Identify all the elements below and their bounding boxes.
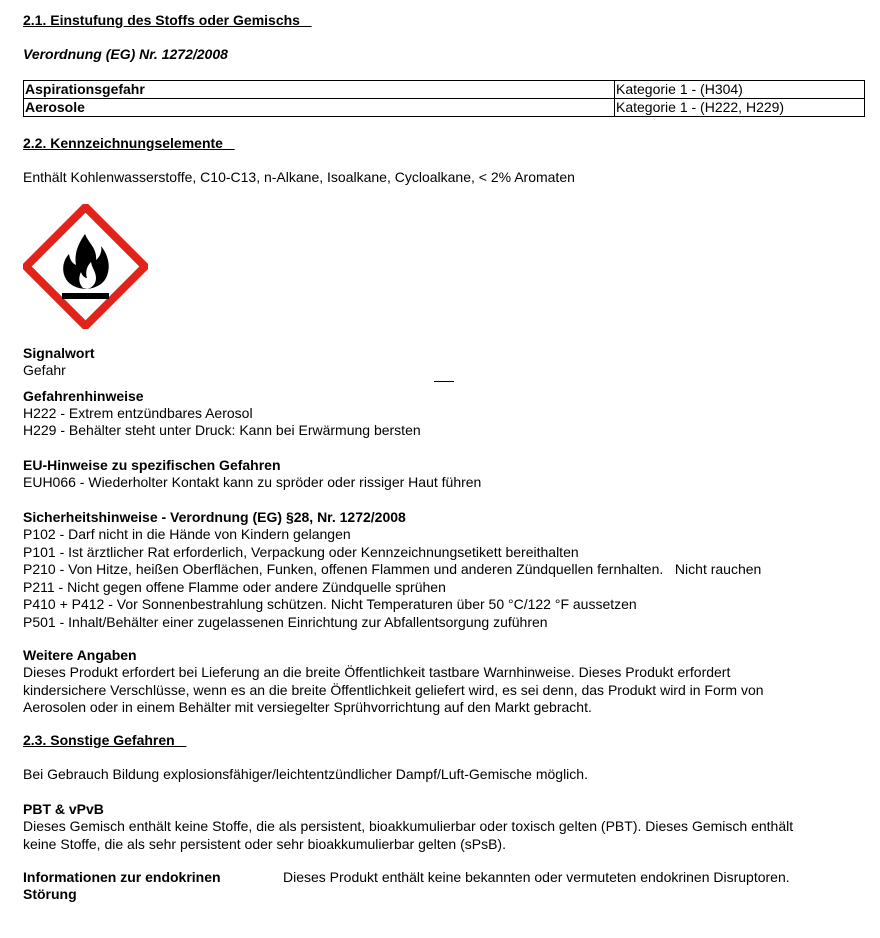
endocrine-statement: Dieses Produkt enthält keine bekannten oder vermuteten endokrinen Disruptoren. [283,869,790,885]
contains-statement: Enthält Kohlenwasserstoffe, C10-C13, n-Alkane, Isoalkane, Cycloalkane, < 2% Aromaten [23,169,575,185]
precautionary-statement: P211 - Nicht gegen offene Flamme oder andere Zündquelle sprühen [23,578,446,595]
section-2-3-heading: 2.3. Sonstige Gefahren [23,732,187,748]
precautionary-statement: P101 - Ist ärztlicher Rat erforderlich, Verpackung oder Kennzeichnungsetikett bereithalten [23,543,579,560]
further-info-label: Weitere Angaben [23,647,137,663]
text-line: kindersichere Verschlüsse, wenn es an die breite Öffentlichkeit geliefert wird, es sei denn, das Produkt wird in Form von [23,681,764,698]
text-line: keine Stoffe, die als sehr persistent oder sehr bioakkumulierbar gelten (sPsB). [23,835,506,852]
endocrine-label: Informationen zur endokrinen [23,869,221,885]
pbt-text [23,818,863,853]
table-row [24,81,865,99]
hazard-statements-label: Gefahrenhinweise [23,388,144,404]
ghs02-flame-icon [23,204,148,329]
classification-table [23,80,865,117]
precautionary-statement: P501 - Inhalt/Behälter einer zugelassenen Einrichtung zur Abfallentsorgung zuführen [23,613,548,630]
eu-hazards-label: EU-Hinweise zu spezifischen Gefahren [23,457,281,473]
endocrine-label: Störung [23,886,77,902]
signal-word-label: Signalwort [23,345,95,361]
hazard-category-cell: Kategorie 1 - (H222, H229) [615,99,865,117]
divider [434,381,454,382]
explosive-statement: Bei Gebrauch Bildung explosionsfähiger/leichtentzündlicher Dampf/Luft-Gemische möglich. [23,766,588,782]
regulation-title: Verordnung (EG) Nr. 1272/2008 [23,46,228,62]
precautionary-statement: P102 - Darf nicht in die Hände von Kindern gelangen [23,526,351,542]
precautionary-statement: P410 + P412 - Vor Sonnenbestrahlung schützen. Nicht Temperaturen über 50 °C/122 °F aussetzen [23,596,637,612]
section-2-1-heading: 2.1. Einstufung des Stoffs oder Gemischs [23,12,312,28]
precautionary-statement: P210 - Von Hitze, heißen Oberflächen, Funken, offenen Flammen und anderen Zündquellen fernhalten. Nicht rauchen [23,561,762,577]
text-line: Dieses Produkt erfordert bei Lieferung an die breite Öffentlichkeit tastbare Warnhinweise. Dieses Produkt erfordert [23,664,731,680]
pbt-label: PBT & vPvB [23,801,104,817]
further-info-text [23,664,863,717]
precautionary-list [23,526,863,631]
hazard-class-cell: Aspirationsgefahr [24,81,615,99]
section-2-2-heading: 2.2. Kennzeichnungselemente [23,135,235,151]
hazard-statement: H222 - Extrem entzündbares Aerosol [23,405,253,421]
hazard-class-cell: Aerosole [24,99,615,117]
text-line: Dieses Gemisch enthält keine Stoffe, die als persistent, bioakkumulierbar oder toxisch gelten (PBT). Dieses Gemisch enthält [23,818,794,834]
signal-word-value: Gefahr [23,362,66,378]
text-line: Aerosolen oder in einem Behälter mit versiegelter Sprühvorrichtung auf den Markt gebracht. [23,699,592,715]
hazard-statement: H229 - Behälter steht unter Druck: Kann bei Erwärmung bersten [23,422,421,438]
hazard-category-cell: Kategorie 1 - (H304) [615,81,865,99]
eu-hazard-statement: EUH066 - Wiederholter Kontakt kann zu spröder oder rissiger Haut führen [23,474,482,490]
precautionary-label: Sicherheitshinweise - Verordnung (EG) §28, Nr. 1272/2008 [23,509,406,525]
table-row [24,99,865,117]
